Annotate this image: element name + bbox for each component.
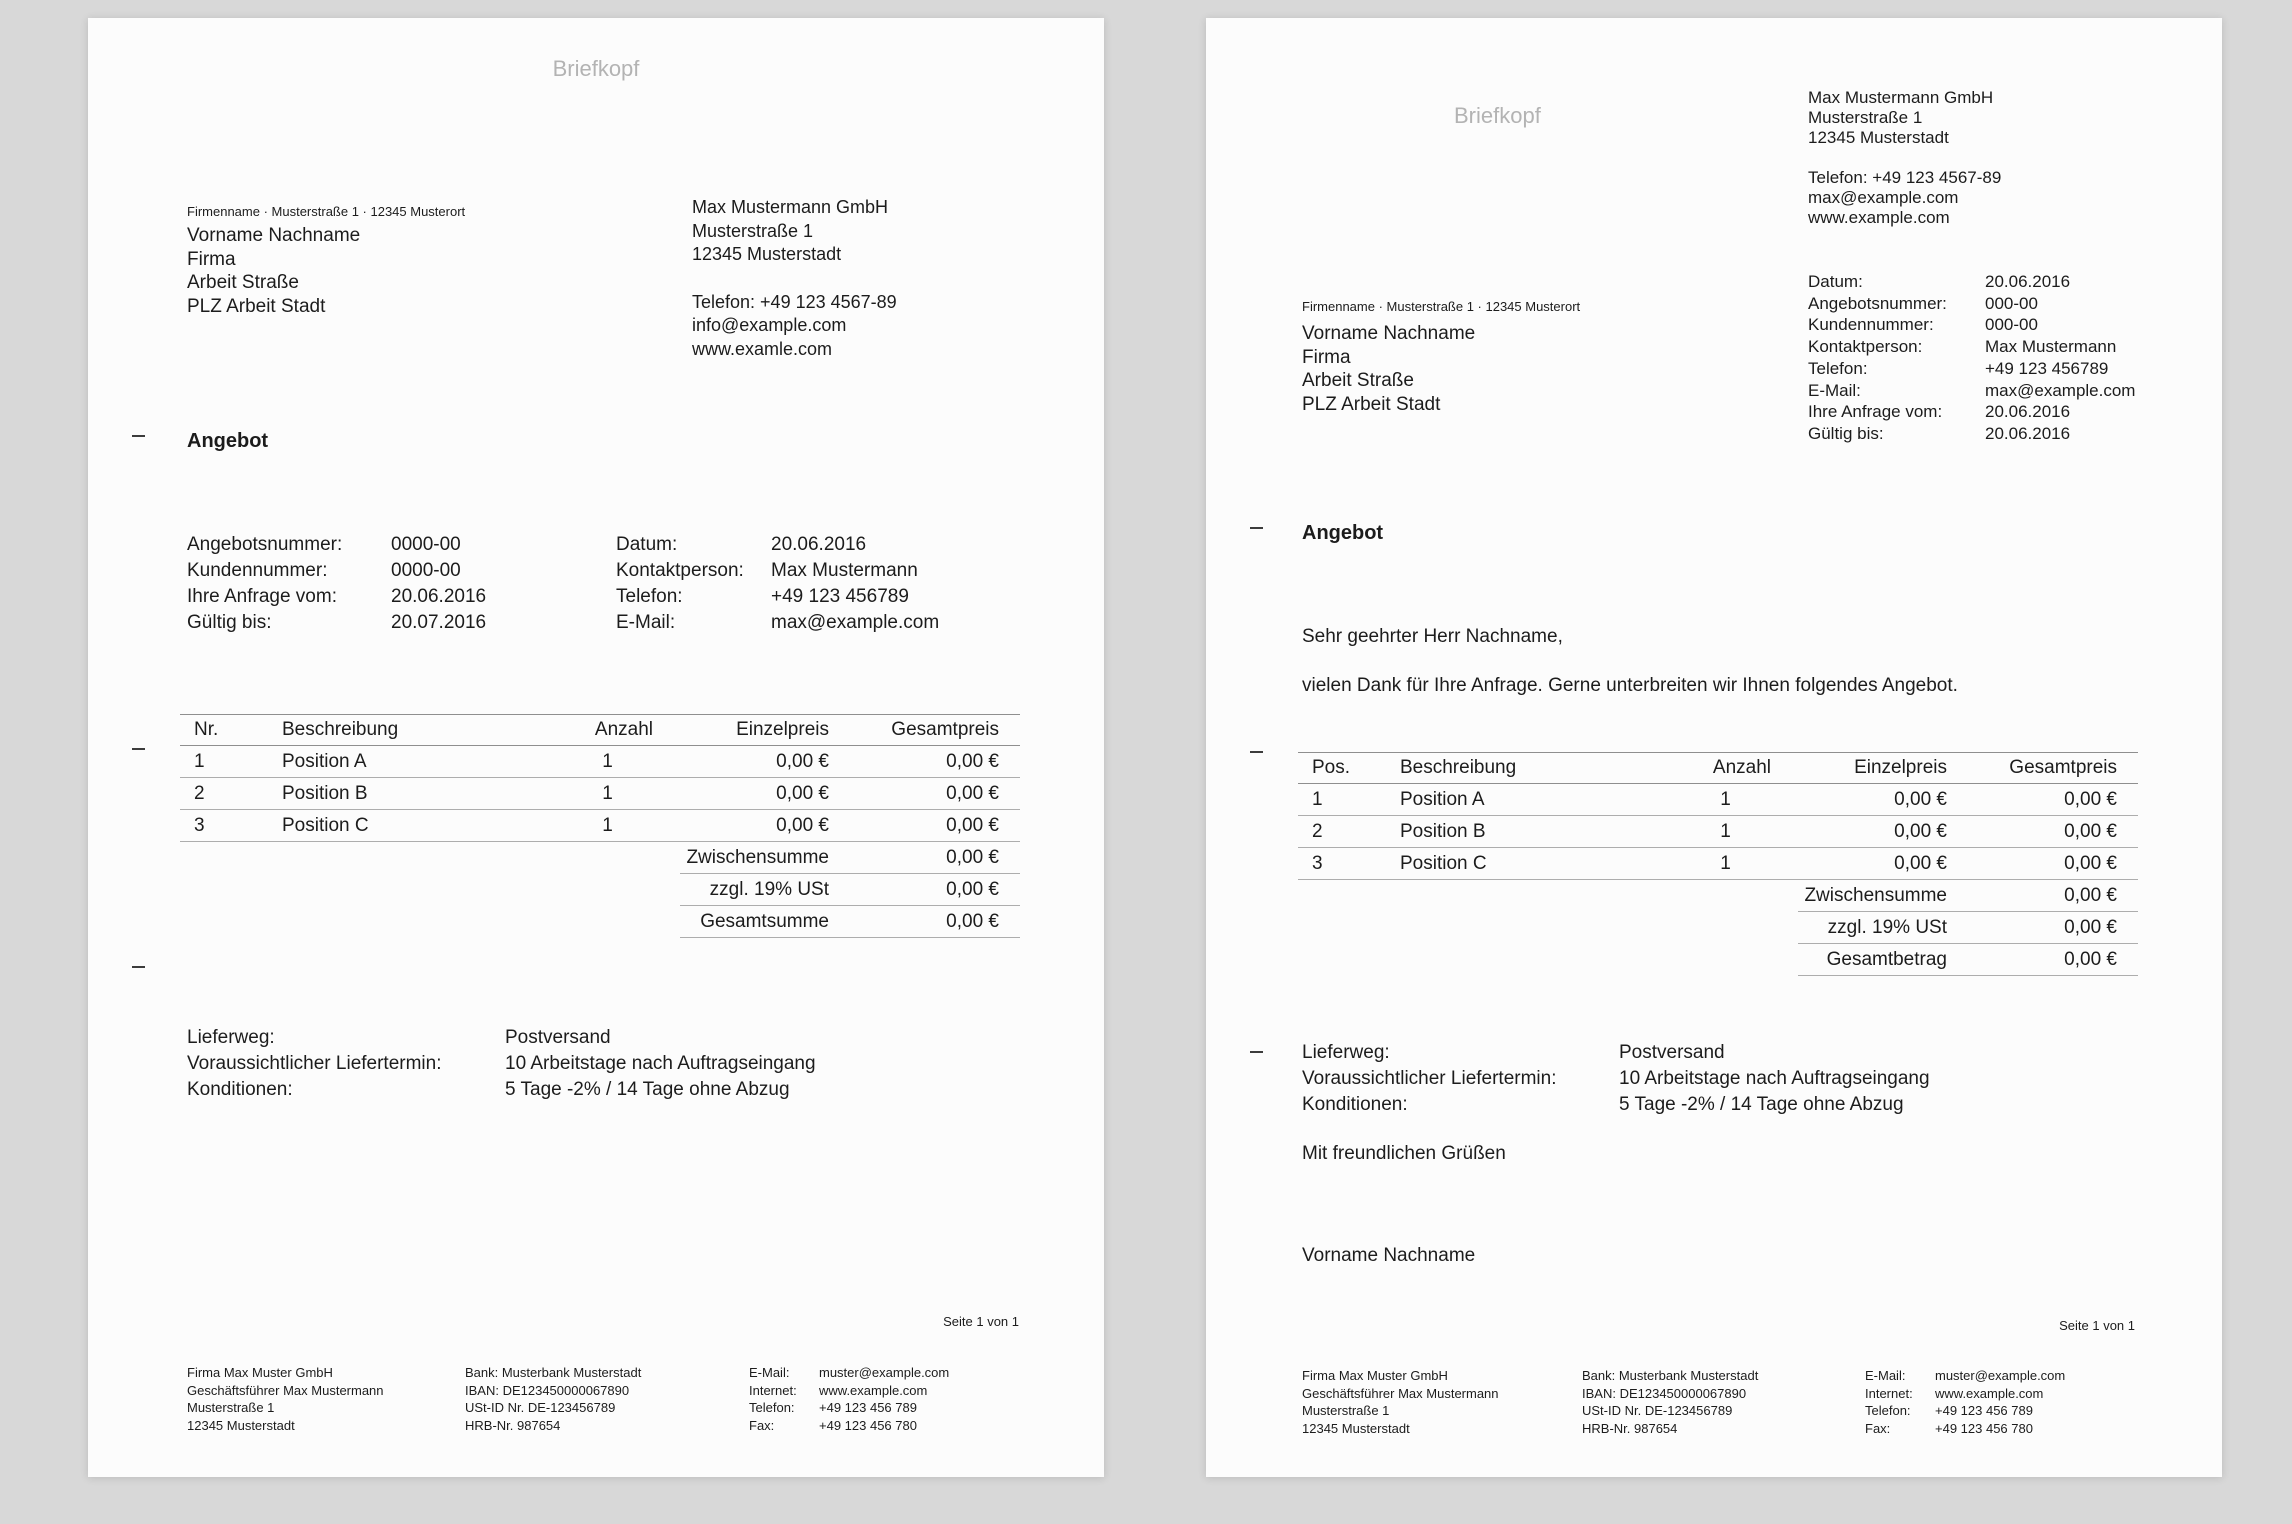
footer-contact-row: [1865, 1402, 2065, 1420]
meta-value: 20.06.2016: [391, 586, 487, 607]
company-contact-block: [1808, 168, 2001, 228]
footer-line: Firma Max Muster GmbH: [1302, 1368, 1448, 1383]
meta-label: Kontaktperson:: [1808, 337, 1923, 357]
table-header-row: [1298, 753, 2138, 784]
meta-value: 0000-00: [391, 534, 461, 555]
table-row: [180, 778, 1020, 810]
subtotal-row: [180, 842, 1020, 874]
col-header-quantity: Anzahl: [1653, 753, 1798, 784]
cell-description: Position C: [1373, 848, 1653, 880]
total-value: 0,00 €: [850, 906, 1020, 938]
table-header-row: [180, 715, 1020, 746]
footer-line: IBAN: DE123450000067890: [465, 1382, 630, 1398]
cell-total-price: 0,00 €: [850, 778, 1020, 810]
meta-value: 20.06.2016: [1985, 423, 2071, 443]
col-header-nr: Nr.: [180, 715, 255, 746]
footer-contact-row: [749, 1399, 949, 1417]
footer-contact-value: +49 123 456 789: [1935, 1403, 2033, 1418]
meta-row: [1808, 293, 2135, 315]
footer-contact-label: Fax:: [749, 1417, 775, 1433]
cell-pos: 2: [1298, 816, 1373, 848]
company-line: Musterstraße 1: [692, 220, 814, 241]
cell-description: Position A: [1373, 784, 1653, 816]
meta-row: [616, 584, 939, 610]
footer-contact-value: www.example.com: [819, 1382, 928, 1398]
company-contact-line: Telefon: +49 123 4567-89: [1808, 168, 2002, 187]
cell-description: Position C: [255, 810, 535, 842]
table-row: [180, 810, 1020, 842]
grand-total-row: [1298, 944, 2138, 976]
total-value: 0,00 €: [850, 874, 1020, 906]
total-label: zzgl. 19% USt: [1798, 912, 1968, 944]
company-contact-line: info@example.com: [692, 315, 847, 335]
meta-row: [187, 610, 486, 636]
company-block: [1808, 88, 2001, 228]
total-label: Gesamtsumme: [680, 906, 850, 938]
meta-row: [187, 558, 486, 584]
table-row: [1298, 848, 2138, 880]
cell-nr: 2: [180, 778, 255, 810]
salutation: Sehr geehrter Herr Nachname,: [1302, 626, 1563, 647]
signature-name: Vorname Nachname: [1302, 1245, 1476, 1266]
footer-contact-row: [749, 1364, 949, 1382]
table-row: [1298, 784, 2138, 816]
footer-contact-label: E-Mail:: [1865, 1368, 1906, 1383]
meta-row: [616, 532, 939, 558]
meta-value: max@example.com: [1985, 380, 2136, 400]
footer-line: IBAN: DE123450000067890: [1582, 1385, 1747, 1401]
company-contact-line: www.example.com: [1808, 208, 1950, 227]
meta-value: 000-00: [1985, 315, 2038, 335]
footer-line: Bank: Musterbank Musterstadt: [1582, 1368, 1759, 1383]
footer-contact-value: +49 123 456 780: [1935, 1420, 2033, 1436]
closing-text: Mit freundlichen Grüßen: [1302, 1143, 1506, 1164]
footer-contact-column: [1865, 1367, 2065, 1437]
cell-nr: 1: [180, 746, 255, 778]
footer-contact-label: Fax:: [1865, 1420, 1891, 1436]
footer-line: HRB-Nr. 987654: [1582, 1420, 1678, 1436]
company-contact-line: max@example.com: [1808, 188, 1959, 207]
sender-line: Firmenname · Musterstraße 1 · 12345 Musterort: [187, 204, 466, 219]
cell-description: Position B: [1373, 816, 1653, 848]
footer-line: Bank: Musterbank Musterstadt: [465, 1365, 642, 1380]
condition-label: Voraussichtlicher Liefertermin:: [1302, 1068, 1557, 1089]
document-title: Angebot: [187, 430, 269, 452]
company-line: Max Mustermann GmbH: [692, 197, 889, 217]
cell-total-price: 0,00 €: [1968, 784, 2138, 816]
cell-quantity: 1: [535, 778, 680, 810]
document-title: Angebot: [1302, 522, 1384, 544]
company-contact-block: [692, 291, 897, 362]
subtotal-row: [1298, 880, 2138, 912]
quote-meta-block: [1808, 271, 2135, 445]
meta-row: [187, 584, 486, 610]
footer-line: Firma Max Muster GmbH: [187, 1365, 333, 1380]
meta-row: [616, 610, 939, 636]
condition-value: 5 Tage -2% / 14 Tage ohne Abzug: [1619, 1094, 1904, 1115]
footer-contact-value: +49 123 456 780: [819, 1417, 917, 1433]
col-header-quantity: Anzahl: [535, 715, 680, 746]
meta-label: Kundennummer:: [1808, 315, 1934, 335]
meta-label: E-Mail:: [1808, 380, 1861, 400]
company-line: Musterstraße 1: [1808, 108, 1923, 127]
letterhead-placeholder: Briefkopf: [1454, 103, 1541, 128]
meta-row: [1808, 380, 2135, 402]
cell-quantity: 1: [1653, 816, 1798, 848]
footer-contact-label: Telefon:: [749, 1400, 795, 1415]
footer-contact-row: [749, 1417, 949, 1435]
meta-value: Max Mustermann: [771, 560, 918, 581]
meta-label: Gültig bis:: [1808, 423, 1884, 443]
cell-unit-price: 0,00 €: [680, 778, 850, 810]
footer-contact-label: Internet:: [1865, 1385, 1913, 1401]
footer-line: USt-ID Nr. DE-123456789: [1582, 1403, 1733, 1418]
fold-mark: [132, 966, 145, 968]
footer-contact-value: www.example.com: [1935, 1385, 2044, 1401]
condition-label: Voraussichtlicher Liefertermin:: [187, 1053, 442, 1074]
meta-label: Ihre Anfrage vom:: [187, 586, 337, 607]
fold-mark: [132, 435, 145, 437]
quote-page-left: [88, 18, 1104, 1477]
footer-contact-row: [1865, 1420, 2065, 1438]
letterhead-placeholder: Briefkopf: [552, 56, 640, 81]
table-row: [1298, 816, 2138, 848]
company-line: 12345 Musterstadt: [1808, 128, 1949, 147]
cell-total-price: 0,00 €: [850, 810, 1020, 842]
meta-value: +49 123 456789: [771, 586, 909, 607]
meta-row: [1808, 271, 2135, 293]
col-header-description: Beschreibung: [255, 715, 535, 746]
footer-line: 12345 Musterstadt: [187, 1417, 295, 1433]
footer-contact-row: [749, 1382, 949, 1400]
meta-row: [1808, 423, 2135, 445]
meta-value: max@example.com: [771, 612, 940, 633]
footer-bank-column: [1582, 1367, 1758, 1437]
footer-contact-value: muster@example.com: [819, 1365, 950, 1380]
condition-row: [1302, 1066, 1930, 1092]
cell-nr: 3: [180, 810, 255, 842]
col-header-pos: Pos.: [1298, 753, 1373, 784]
recipient-line: PLZ Arbeit Stadt: [1302, 393, 1441, 415]
footer-line: 12345 Musterstadt: [1302, 1420, 1410, 1436]
condition-row: [1302, 1040, 1930, 1066]
condition-label: Konditionen:: [1302, 1094, 1408, 1115]
meta-label: Angebotsnummer:: [1808, 293, 1947, 313]
cell-total-price: 0,00 €: [1968, 848, 2138, 880]
total-value: 0,00 €: [850, 842, 1020, 874]
recipient-address: [1302, 322, 1475, 416]
meta-value: 20.06.2016: [1985, 402, 2071, 422]
footer-line: Geschäftsführer Max Mustermann: [187, 1382, 384, 1398]
cell-unit-price: 0,00 €: [1798, 784, 1968, 816]
tax-row: [180, 874, 1020, 906]
footer-line: USt-ID Nr. DE-123456789: [465, 1400, 616, 1415]
meta-label: Angebotsnummer:: [187, 534, 343, 555]
quote-meta-left-column: [187, 532, 486, 636]
meta-label: Datum:: [616, 534, 678, 555]
footer-line: Musterstraße 1: [187, 1400, 275, 1415]
recipient-line: Arbeit Straße: [1302, 370, 1414, 391]
positions-table: [1298, 752, 2138, 976]
recipient-line: Arbeit Straße: [187, 272, 299, 293]
footer-contact-row: [1865, 1367, 2065, 1385]
footer-company-column: [187, 1364, 384, 1434]
total-label: Gesamtbetrag: [1798, 944, 1968, 976]
condition-value: Postversand: [505, 1027, 611, 1048]
footer-contact-label: Internet:: [749, 1382, 797, 1398]
condition-label: Lieferweg:: [1302, 1042, 1390, 1063]
col-header-unit-price: Einzelpreis: [680, 715, 850, 746]
condition-value: Postversand: [1619, 1042, 1725, 1063]
recipient-line: Firma: [1302, 346, 1351, 368]
footer-contact-column: [749, 1364, 949, 1434]
fold-mark: [1250, 527, 1263, 529]
cell-pos: 3: [1298, 848, 1373, 880]
cell-quantity: 1: [1653, 784, 1798, 816]
company-contact-line: www.examle.com: [692, 338, 833, 359]
footer-bank-column: [465, 1364, 641, 1434]
condition-row: [187, 1025, 816, 1051]
company-block: [692, 196, 897, 361]
meta-label: Datum:: [1808, 272, 1863, 291]
total-label: zzgl. 19% USt: [680, 874, 850, 906]
meta-label: Kundennummer:: [187, 560, 328, 581]
conditions-block: [1302, 1040, 1930, 1118]
meta-row: [187, 532, 486, 558]
intro-text: vielen Dank für Ihre Anfrage. Gerne unterbreiten wir Ihnen folgendes Angebot.: [1302, 675, 1958, 696]
meta-value: 000-00: [1985, 293, 2038, 313]
quote-page-right: [1206, 18, 2222, 1477]
meta-label: Telefon:: [1808, 358, 1868, 378]
cell-quantity: 1: [1653, 848, 1798, 880]
meta-value: 20.06.2016: [771, 534, 867, 555]
table-row: [180, 746, 1020, 778]
meta-value: +49 123 456789: [1985, 358, 2109, 378]
cell-description: Position B: [255, 778, 535, 810]
condition-label: Lieferweg:: [187, 1027, 275, 1048]
meta-row: [1808, 358, 2135, 380]
condition-row: [187, 1051, 816, 1077]
col-header-total-price: Gesamtpreis: [1968, 753, 2138, 784]
recipient-line: Firma: [187, 248, 236, 270]
cell-quantity: 1: [535, 810, 680, 842]
company-contact-line: Telefon: +49 123 4567-89: [692, 291, 897, 312]
sender-line: Firmenname · Musterstraße 1 · 12345 Musterort: [1302, 299, 1581, 314]
tax-row: [1298, 912, 2138, 944]
meta-value: 20.07.2016: [391, 612, 487, 633]
col-header-total-price: Gesamtpreis: [850, 715, 1020, 746]
footer-contact-label: E-Mail:: [749, 1365, 790, 1380]
cell-total-price: 0,00 €: [850, 746, 1020, 778]
cell-quantity: 1: [535, 746, 680, 778]
meta-label: Telefon:: [616, 586, 683, 607]
grand-total-row: [180, 906, 1020, 938]
cell-unit-price: 0,00 €: [1798, 848, 1968, 880]
footer-contact-value: +49 123 456 789: [819, 1400, 917, 1415]
fold-mark: [132, 748, 145, 750]
total-value: 0,00 €: [1968, 912, 2138, 944]
cell-pos: 1: [1298, 784, 1373, 816]
cell-unit-price: 0,00 €: [680, 746, 850, 778]
footer-line: Musterstraße 1: [1302, 1403, 1390, 1418]
recipient-line: Vorname Nachname: [187, 225, 361, 246]
recipient-line: Vorname Nachname: [1302, 323, 1476, 344]
meta-value: 20.06.2016: [1985, 272, 2071, 291]
footer-contact-value: muster@example.com: [1935, 1368, 2066, 1383]
meta-label: Ihre Anfrage vom:: [1808, 402, 1943, 422]
cell-description: Position A: [255, 746, 535, 778]
page-number: Seite 1 von 1: [943, 1314, 1019, 1329]
condition-value: 10 Arbeitstage nach Auftragseingang: [505, 1053, 816, 1074]
fold-mark: [1250, 751, 1263, 753]
condition-value: 5 Tage -2% / 14 Tage ohne Abzug: [505, 1079, 790, 1100]
total-value: 0,00 €: [1968, 944, 2138, 976]
total-label: Zwischensumme: [1798, 880, 1968, 912]
meta-row: [1808, 336, 2135, 358]
col-header-description: Beschreibung: [1373, 753, 1653, 784]
company-line: Max Mustermann GmbH: [1808, 88, 1994, 107]
meta-label: E-Mail:: [616, 612, 676, 633]
col-header-unit-price: Einzelpreis: [1798, 753, 1968, 784]
meta-label: Kontaktperson:: [616, 560, 744, 581]
footer-line: Geschäftsführer Max Mustermann: [1302, 1385, 1499, 1401]
total-value: 0,00 €: [1968, 880, 2138, 912]
meta-value: 0000-00: [391, 560, 461, 581]
company-line: 12345 Musterstadt: [692, 244, 842, 264]
cell-unit-price: 0,00 €: [1798, 816, 1968, 848]
recipient-address: [187, 224, 360, 318]
footer-company-column: [1302, 1367, 1499, 1437]
meta-row: [616, 558, 939, 584]
meta-row: [1808, 401, 2135, 423]
total-label: Zwischensumme: [680, 842, 850, 874]
recipient-line: PLZ Arbeit Stadt: [187, 295, 326, 317]
page-number: Seite 1 von 1: [2059, 1318, 2135, 1333]
condition-value: 10 Arbeitstage nach Auftragseingang: [1619, 1068, 1930, 1089]
cell-unit-price: 0,00 €: [680, 810, 850, 842]
footer-contact-row: [1865, 1385, 2065, 1403]
meta-row: [1808, 314, 2135, 336]
footer-line: HRB-Nr. 987654: [465, 1417, 561, 1433]
quote-meta-right-column: [616, 532, 939, 636]
conditions-block: [187, 1025, 816, 1103]
meta-value: Max Mustermann: [1985, 337, 2117, 357]
meta-label: Gültig bis:: [187, 612, 272, 633]
condition-row: [187, 1077, 816, 1103]
positions-table: [180, 714, 1020, 938]
condition-row: [1302, 1092, 1930, 1118]
fold-mark: [1250, 1051, 1263, 1053]
cell-total-price: 0,00 €: [1968, 816, 2138, 848]
condition-label: Konditionen:: [187, 1079, 293, 1100]
footer-contact-label: Telefon:: [1865, 1403, 1911, 1418]
